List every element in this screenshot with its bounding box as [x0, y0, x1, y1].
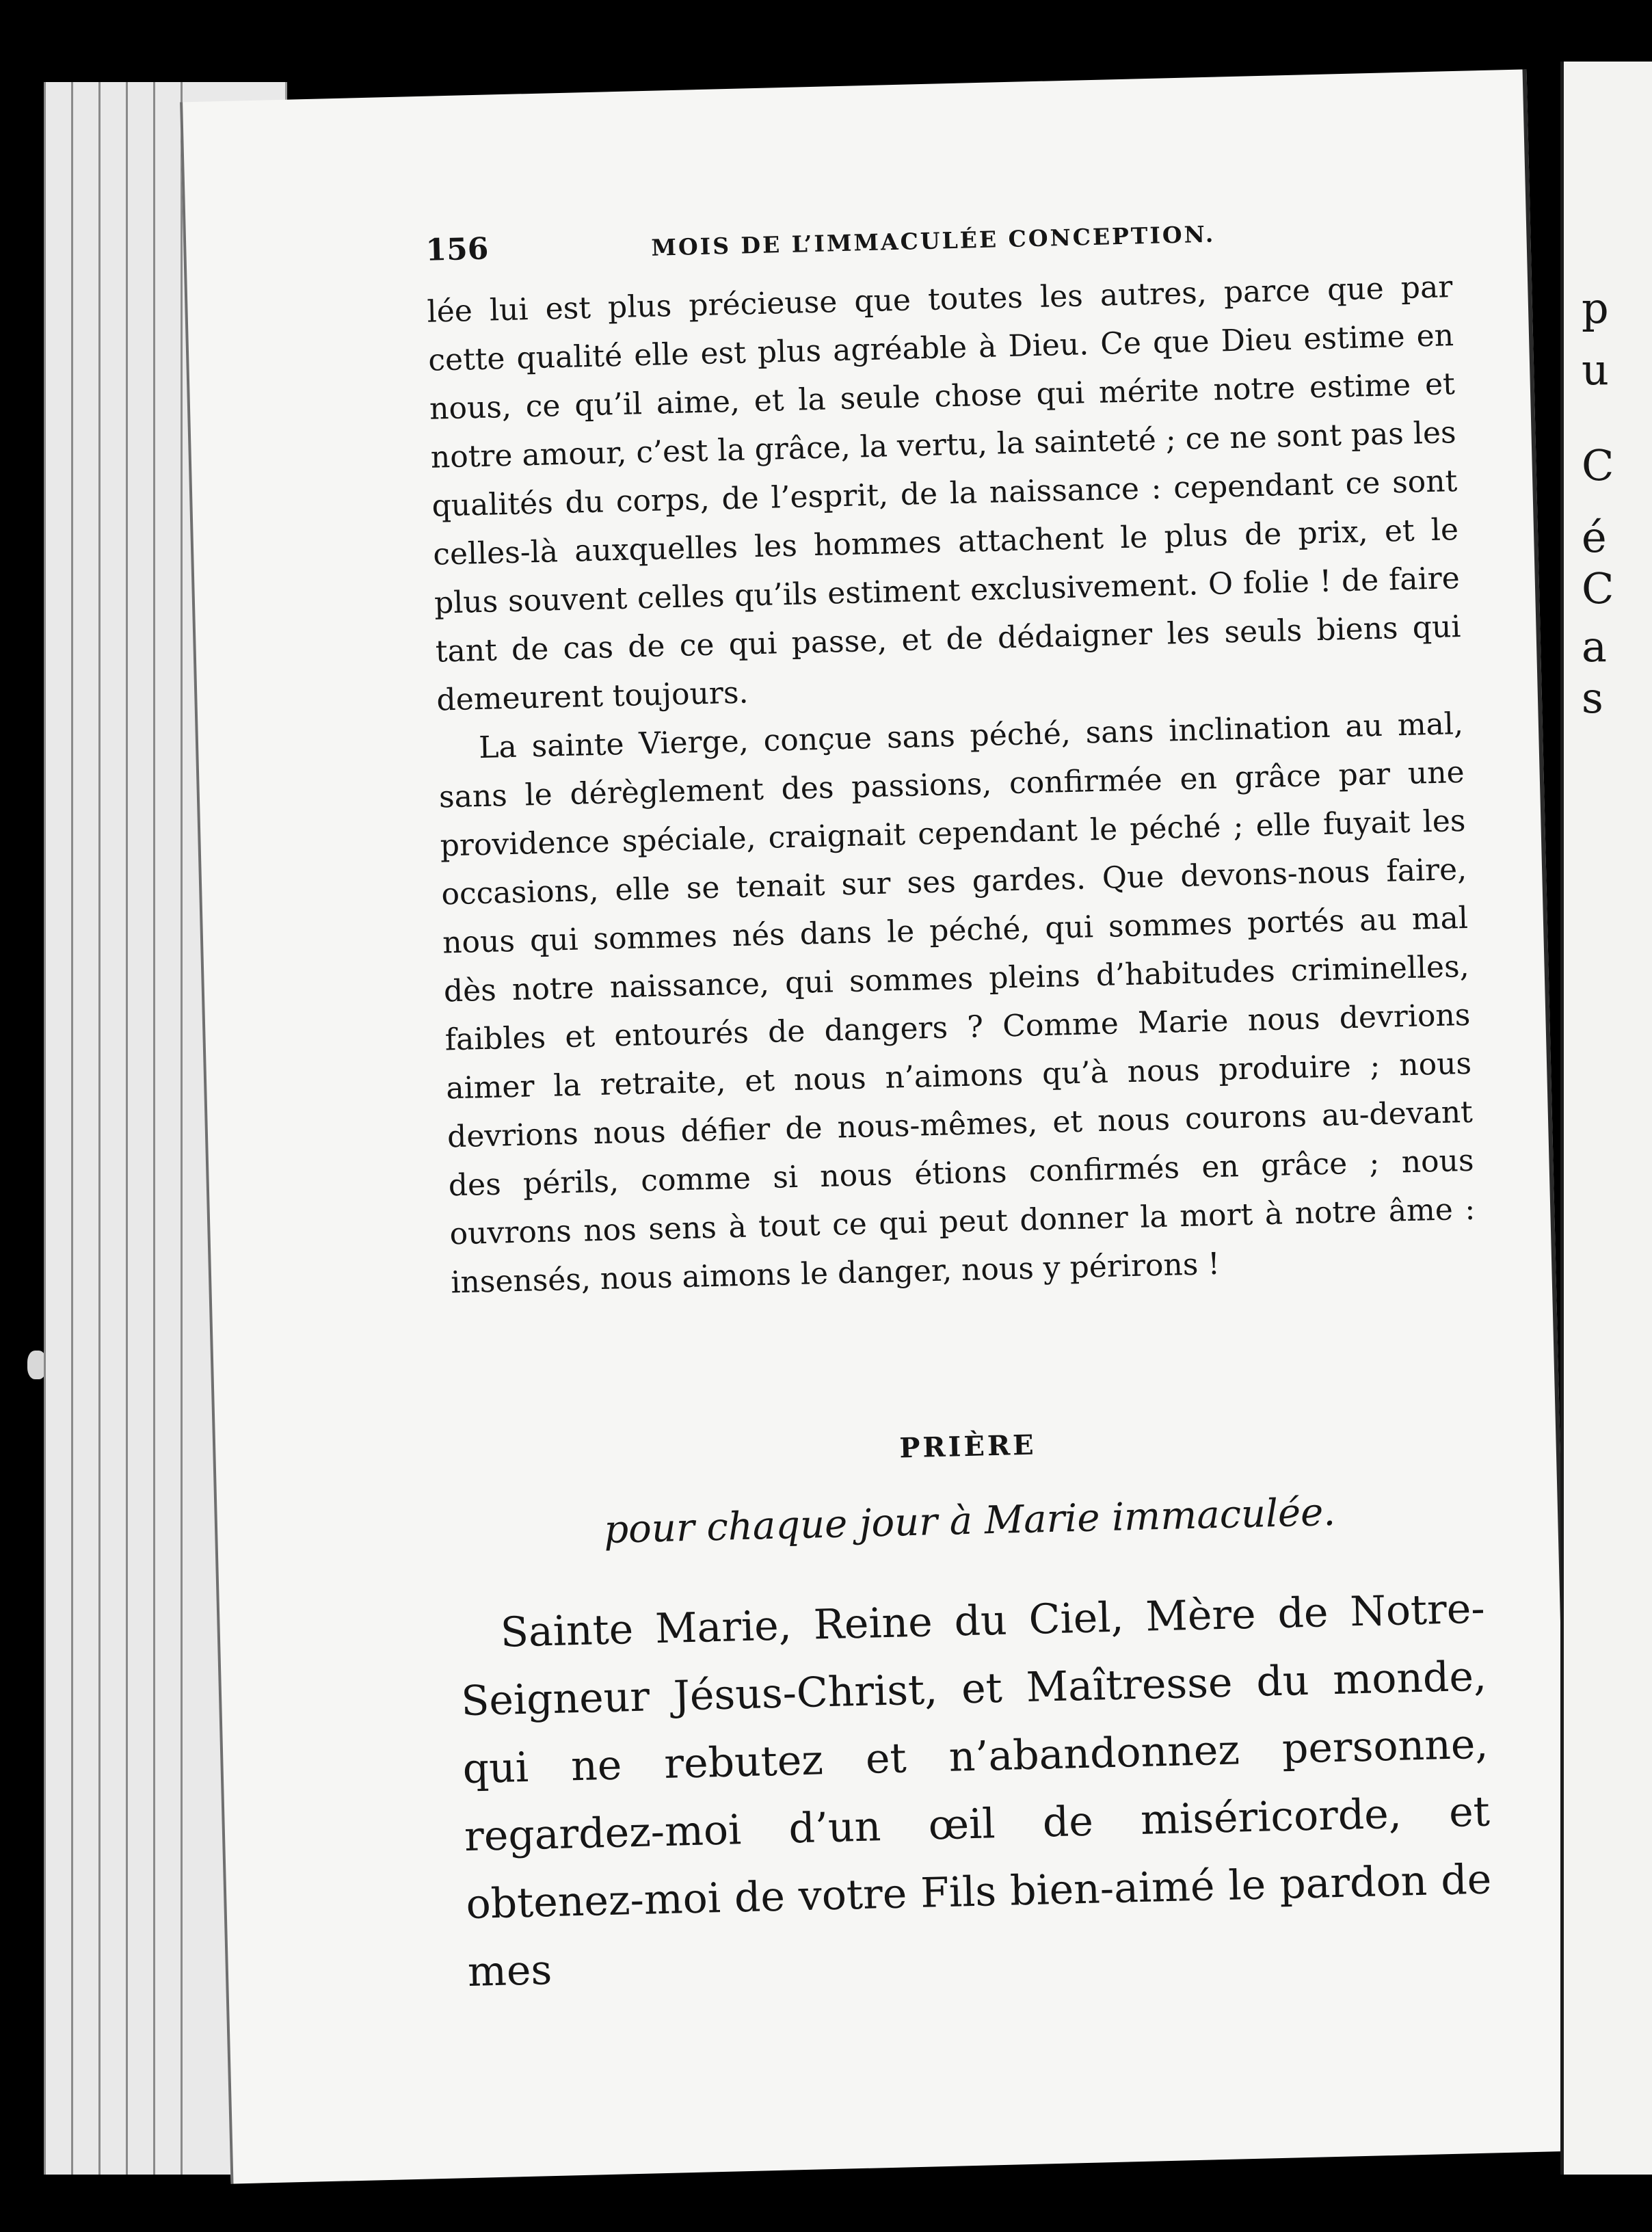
next-page-letter: C [1582, 440, 1614, 490]
prayer-text [459, 1576, 1494, 2006]
paragraph: La sainte Vierge, conçue sans péché, sans inclination au mal, sans le dérèglement des passions, confirmée en grâce par une providence spéciale, craignait cependant le péché ; elle fuyait les occasions, elle se tenait sur ses gardes. Que devons-nous faire, nous qui sommes nés dans le péché, qui sommes portés au mal dès notre naissance, qui sommes pleins d’habitudes criminelles, faibles et entourés de dangers ? Comme Marie nous devrions aimer la retraite, et nous n’aimons qu’à nous produire ; nous devrions nous défier de nous-mêmes, et nous courons au-devant des périls, comme si nous étions confirmés en grâce ; nous ouvrons nos sens à tout ce qui peut donner la mort à notre âme : insensés, nous aimons le danger, nous y périrons ! [438, 706, 1476, 1301]
page-number: 156 [425, 231, 489, 268]
next-page-letter: é [1582, 512, 1607, 562]
next-page-edge [1560, 62, 1652, 2175]
running-title: MOIS DE L’IMMACULÉE CONCEPTION. [651, 220, 1216, 261]
next-page-letter: a [1582, 622, 1607, 672]
next-page-letter: s [1582, 673, 1603, 723]
book-page [180, 69, 1577, 2183]
next-page-letter: u [1582, 345, 1609, 395]
paragraph: lée lui est plus précieuse que toutes les autres, parce que par cette qualité elle est plus agréable à Dieu. Ce que Dieu estime en nous, ce qu’il aime, et la seule chose qui mérite notre estime et notre amour, c’est la grâce, la vertu, la sainteté ; ce ne sont pas les qualités du corps, de l’esprit, de la naissance : cependant ce sont celles-là auxquelles les hommes attachent le plus de prix, et le plus souvent celles qu’ils estiment exclusivement. O folie ! de faire tant de cas de ce qui passe, et de dédaigner les seuls biens qui demeurent toujours. [427, 269, 1462, 718]
body-text [427, 263, 1477, 1307]
prayer-subheading: pour chaque jour à Marie immaculée. [603, 1489, 1336, 1552]
prayer-paragraph: Sainte Marie, Reine du Ciel, Mère de Notre-Seigneur Jésus-Christ, et Maîtresse du monde, qui ne rebutez et n’abandonnez personne, regardez-moi d’un œil de miséricorde, et obtenez-moi de votre Fils bien-aimé le pardon de mes [460, 1584, 1493, 1997]
next-page-letter: C [1582, 563, 1614, 613]
prayer-heading: PRIÈRE [898, 1429, 1037, 1465]
next-page-letter: p [1582, 283, 1609, 333]
